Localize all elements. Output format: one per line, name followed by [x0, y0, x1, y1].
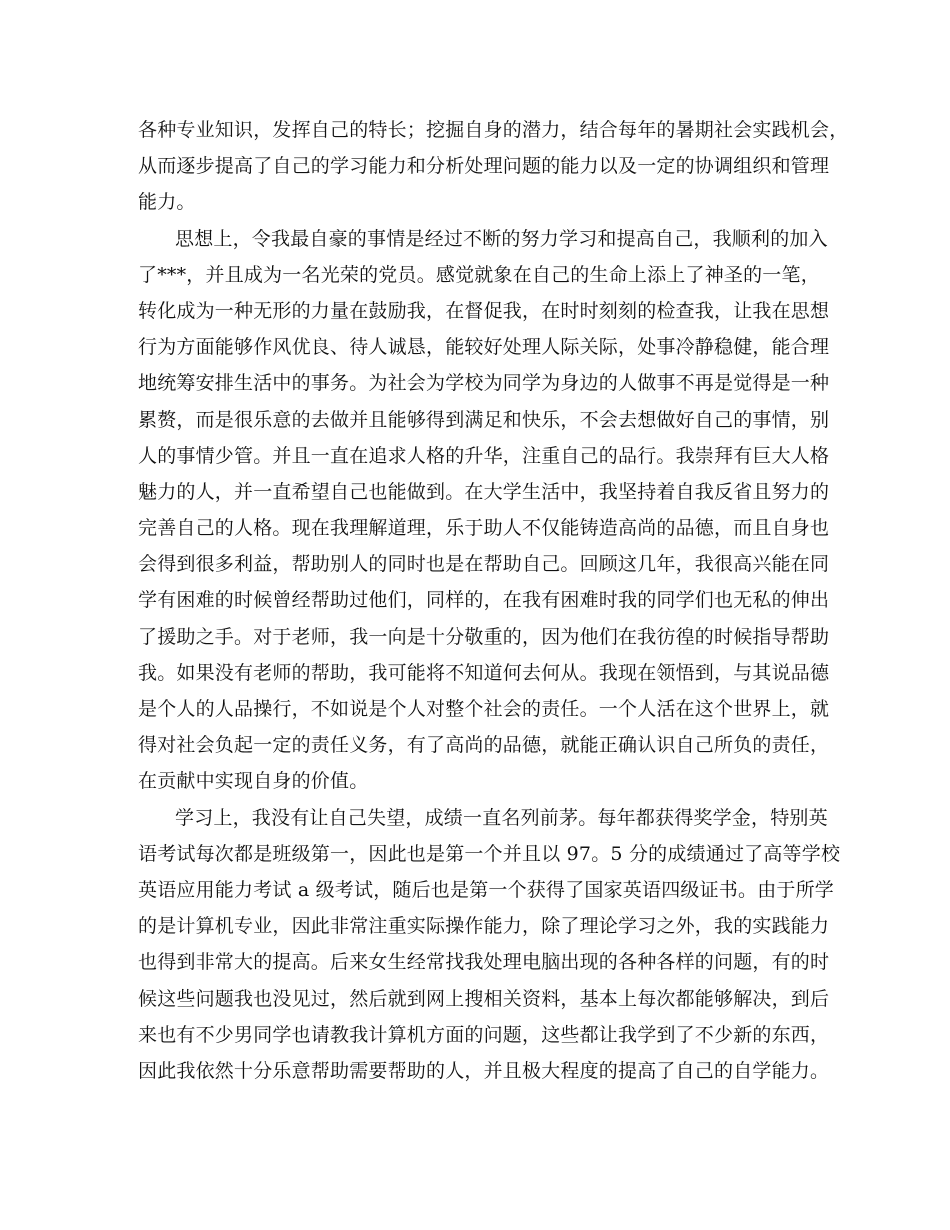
text-line: 转化成为一种无形的力量在鼓励我，在督促我，在时时刻刻的检查我，让我在思想 — [138, 299, 830, 322]
text-line: 也得到非常大的提高。后来女生经常找我处理电脑出现的各种各样的问题，有的时 — [138, 951, 830, 974]
text-line: 思想上，令我最自豪的事情是经过不断的努力学习和提高自己，我顺利的加入 — [175, 227, 828, 250]
text-line: 学有困难的时候曾经帮助过他们，同样的，在我有困难时我的同学们也无私的伸出 — [138, 589, 830, 612]
text-line: 得对社会负起一定的责任义务，有了高尚的品德，就能正确认识自己所负的责任， — [138, 734, 830, 757]
paragraph-3 — [138, 800, 841, 1090]
text-line: 从而逐步提高了自己的学习能力和分析处理问题的能力以及一定的协调组织和管理 — [138, 155, 830, 178]
text-line: 我。如果没有老师的帮助，我可能将不知道何去何从。我现在领悟到，与其说品德 — [138, 661, 830, 684]
text-line: 语考试每次都是班级第一，因此也是第一个并且以 97。5 分的成绩通过了高等学校 — [138, 842, 841, 865]
paragraph-2 — [138, 221, 830, 800]
text-line: 人的事情少管。并且一直在追求人格的升华，注重自己的品行。我崇拜有巨大人格 — [138, 444, 830, 467]
text-line: 了援助之手。对于老师，我一向是十分敬重的，因为他们在我彷徨的时候指导帮助 — [138, 625, 830, 648]
text-line: 来也有不少男同学也请教我计算机方面的问题，这些都让我学到了不少新的东西， — [138, 1023, 830, 1046]
paragraph-1 — [138, 112, 849, 221]
text-line: 的是计算机专业，因此非常注重实际操作能力，除了理论学习之外，我的实践能力 — [138, 915, 830, 938]
text-line: 各种专业知识，发挥自己的特长；挖掘自身的潜力，结合每年的暑期社会实践机会， — [138, 119, 849, 141]
text-line: 完善自己的人格。现在我理解道理，乐于助人不仅能铸造高尚的品德，而且自身也 — [138, 517, 830, 540]
text-line: 是个人的人品操行，不如说是个人对整个社会的责任。一个人活在这个世界上，就 — [138, 698, 830, 720]
text-line: 累赘，而是很乐意的去做并且能够得到满足和快乐，不会去想做好自己的事情，别 — [138, 408, 830, 431]
text-line: 了***，并且成为一名光荣的党员。感觉就象在自己的生命上添上了神圣的一笔， — [138, 263, 820, 286]
text-line: 英语应用能力考试 a 级考试，随后也是第一个获得了国家英语四级证书。由于所学 — [138, 878, 835, 901]
document-body — [138, 112, 849, 1089]
text-line: 会得到很多利益，帮助别人的同时也是在帮助自己。回顾这几年，我很高兴能在同 — [138, 553, 830, 576]
text-line: 在贡献中实现自身的价值。 — [138, 770, 369, 793]
text-line: 地统筹安排生活中的事务。为社会为学校为同学为身边的人做事不再是觉得是一种 — [138, 372, 830, 395]
text-line: 魅力的人，并一直希望自己也能做到。在大学生活中，我坚持着自我反省且努力的 — [138, 480, 830, 503]
text-line: 候这些问题我也没见过，然后就到网上搜相关资料，基本上每次都能够解决，到后 — [138, 987, 830, 1010]
text-line: 因此我依然十分乐意帮助需要帮助的人，并且极大程度的提高了自己的自学能力。 — [138, 1059, 830, 1082]
text-line: 能力。 — [138, 191, 196, 214]
text-line: 行为方面能够作风优良、待人诚恳，能较好处理人际关际，处事冷静稳健，能合理 — [138, 336, 830, 359]
text-line: 学习上，我没有让自己失望，成绩一直名列前茅。每年都获得奖学金，特别英 — [175, 806, 828, 829]
